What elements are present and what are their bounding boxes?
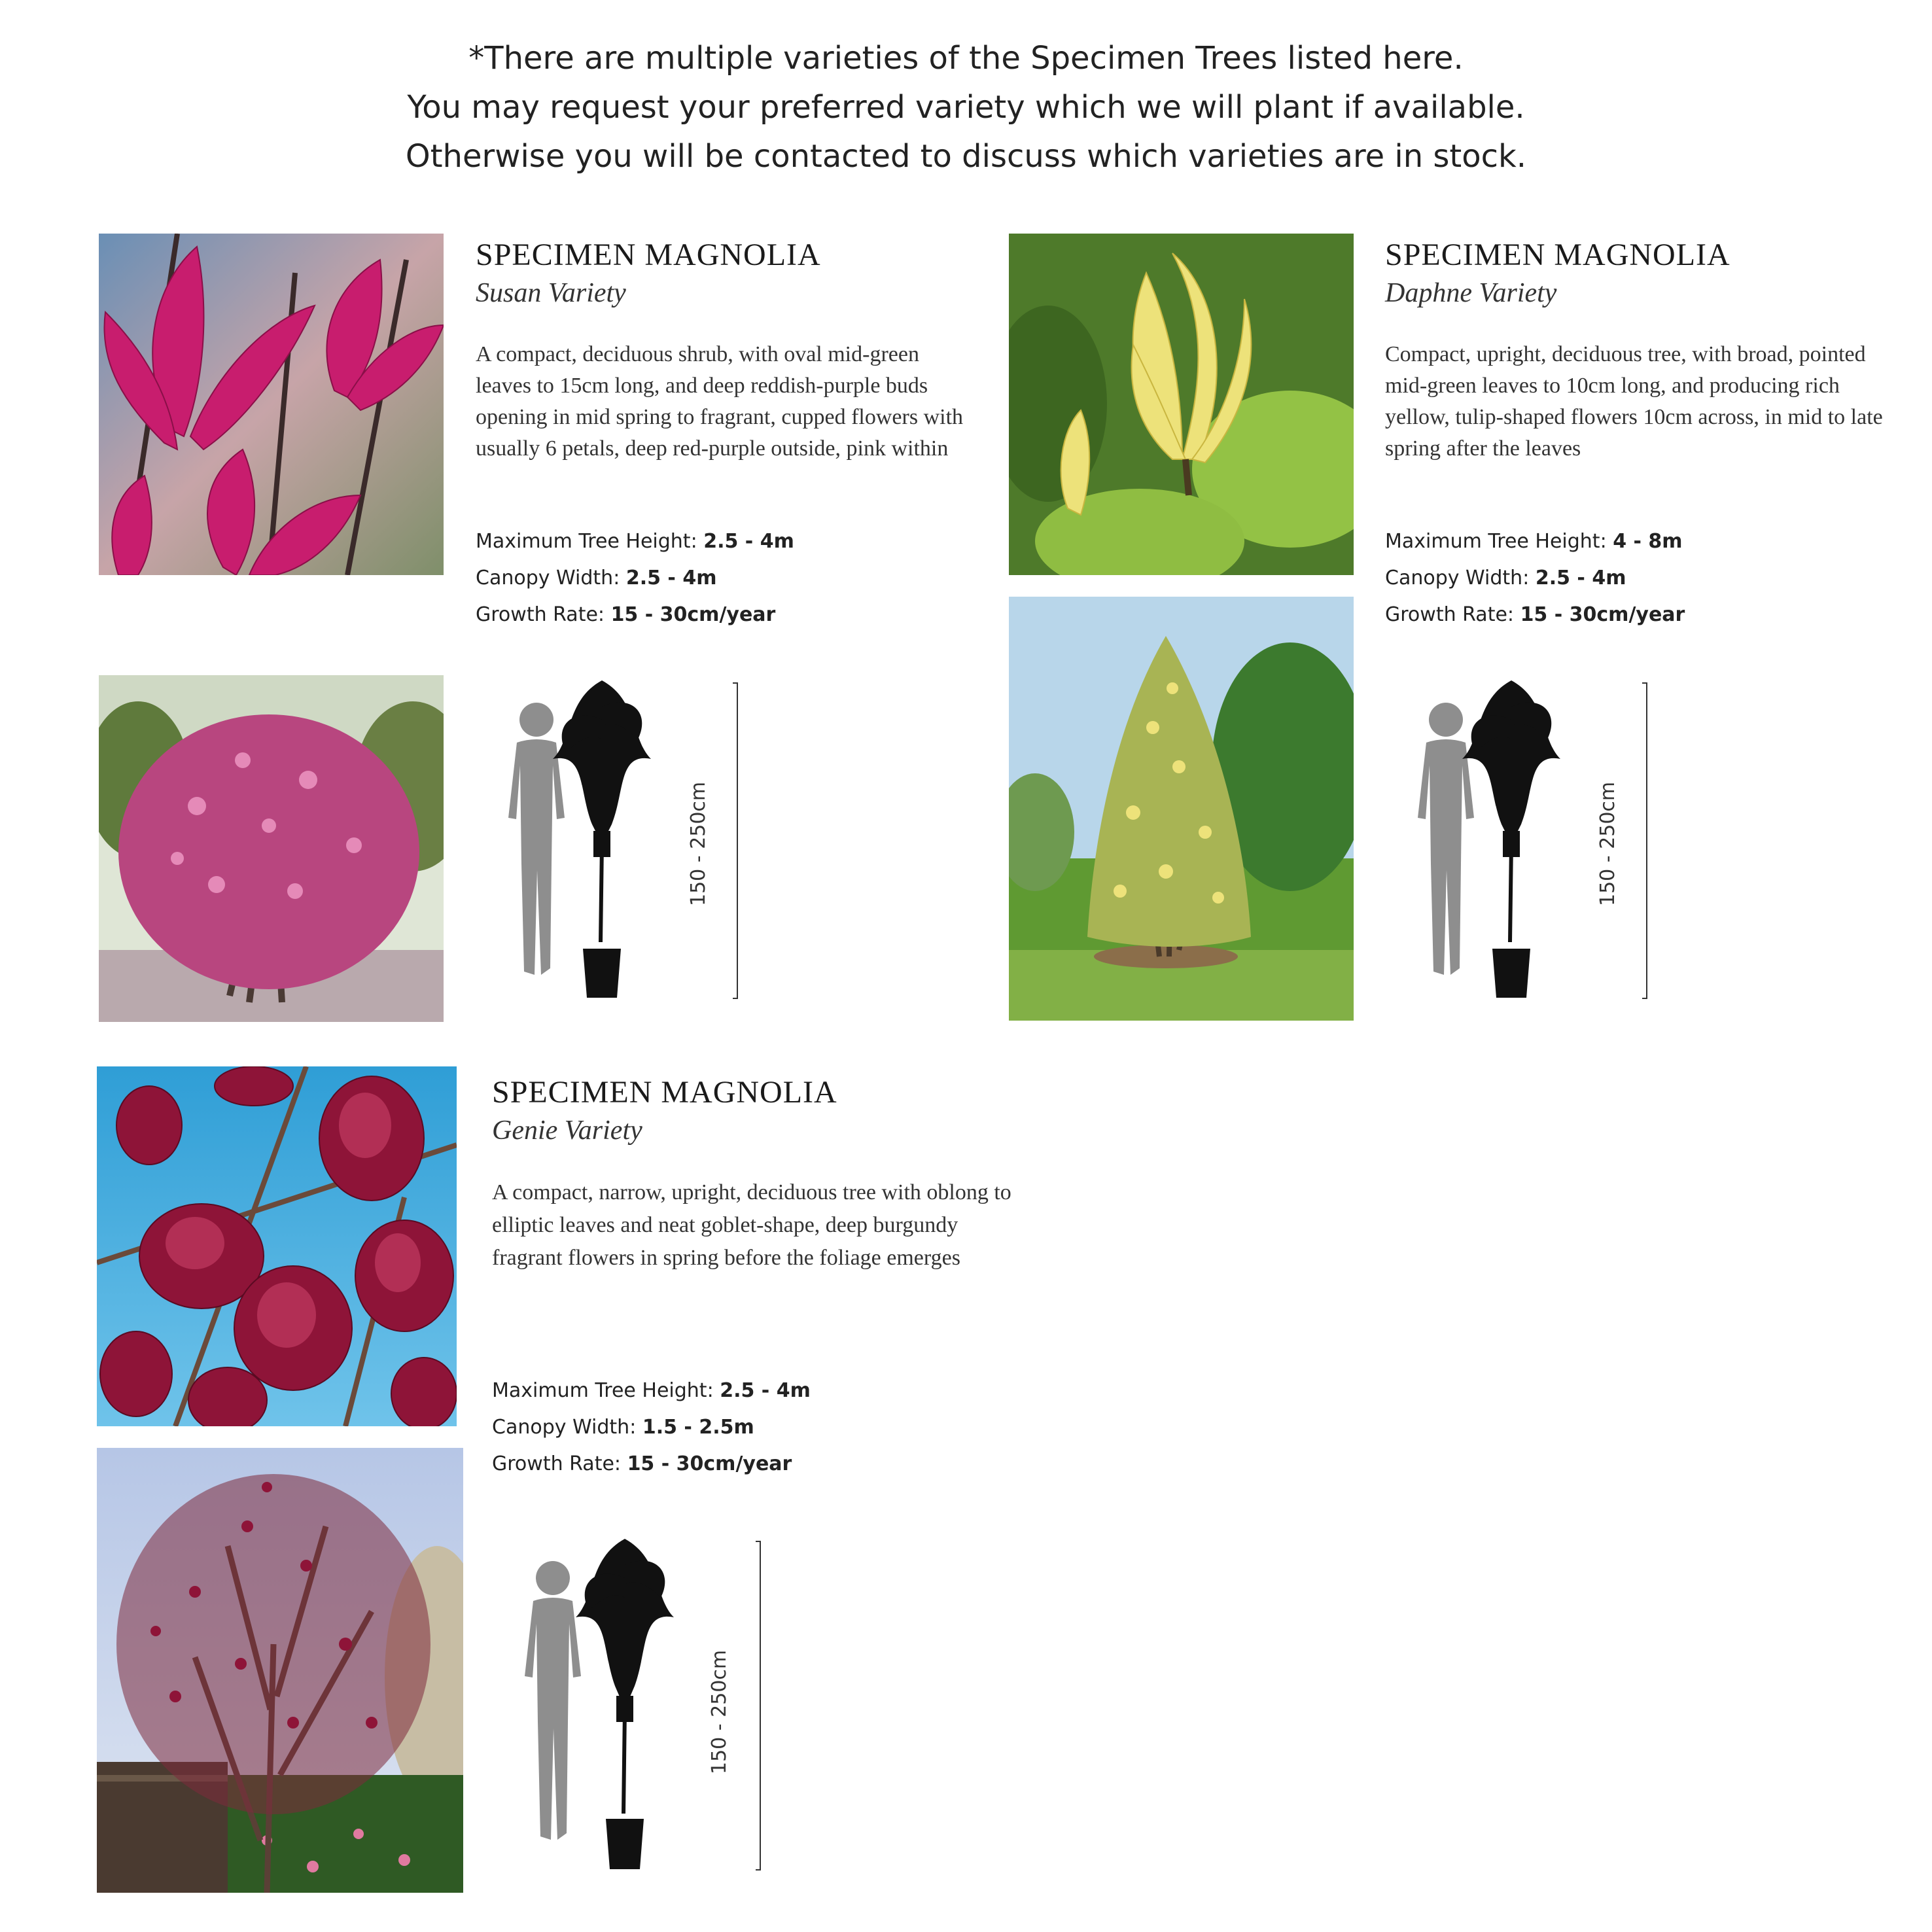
person-silhouette-icon xyxy=(1418,703,1474,975)
spec-label: Maximum Tree Height: xyxy=(1385,530,1613,553)
product-description: Compact, upright, deciduous tree, with broad, pointed mid-green leaves to 10cm long, and producing rich yellow, tulip-shaped flowers 10cm across, in mid to late spring after the leaves xyxy=(1385,342,1883,461)
spec-max-height xyxy=(1385,523,1685,560)
spec-label: Maximum Tree Height: xyxy=(476,530,704,553)
spec-value: 2.5 - 4m xyxy=(703,530,794,553)
product-description: A compact, narrow, upright, deciduous tree with oblong to elliptic leaves and neat goblet-shape, deep burgundy fragrant flowers in spring before the foliage emerges xyxy=(492,1180,1011,1270)
potted-tree-silhouette-icon xyxy=(553,680,651,998)
scale-bar xyxy=(756,1541,760,1870)
spec-max-height xyxy=(476,523,794,560)
product-title: SPECIMEN MAGNOLIA xyxy=(476,237,821,272)
product-variety: Daphne Variety xyxy=(1385,278,1557,308)
product-description: A compact, deciduous shrub, with oval mid-green leaves to 15cm long, and deep reddish-purple buds opening in mid spring to fragrant, cupped flowers with usually 6 petals, deep red-purple outside, pink within xyxy=(476,342,964,461)
potted-tree-silhouette-icon xyxy=(576,1539,674,1869)
availability-notice xyxy=(0,34,1932,181)
spec-value: 4 - 8m xyxy=(1613,530,1683,553)
product-variety: Genie Variety xyxy=(492,1115,642,1146)
daphne-flower-photo xyxy=(1009,234,1354,575)
spec-canopy-width xyxy=(492,1409,811,1446)
scale-bar xyxy=(1642,683,1647,998)
notice-line: *There are multiple varieties of the Specimen Trees listed here. xyxy=(468,40,1464,77)
spec-canopy-width xyxy=(1385,560,1685,597)
spec-value: 15 - 30cm/year xyxy=(627,1452,792,1475)
spec-label: Growth Rate: xyxy=(492,1452,627,1475)
genie-specs xyxy=(492,1373,811,1483)
spec-value: 2.5 - 4m xyxy=(1535,567,1626,589)
genie-flower-photo xyxy=(97,1066,457,1426)
spec-max-height xyxy=(492,1373,811,1409)
susan-details xyxy=(476,237,979,465)
spec-value: 15 - 30cm/year xyxy=(610,603,776,626)
potted-tree-silhouette-icon xyxy=(1462,680,1560,998)
spec-label: Maximum Tree Height: xyxy=(492,1379,720,1402)
notice-line: Otherwise you will be contacted to discuss which varieties are in stock. xyxy=(405,138,1527,175)
spec-label: Canopy Width: xyxy=(476,567,626,589)
spec-canopy-width xyxy=(476,560,794,597)
person-silhouette-icon xyxy=(525,1561,581,1840)
spec-label: Growth Rate: xyxy=(476,603,611,626)
daphne-size-scale xyxy=(1397,680,1659,1001)
daphne-tree-photo xyxy=(1009,597,1354,1021)
product-title: SPECIMEN MAGNOLIA xyxy=(492,1075,837,1110)
spec-label: Canopy Width: xyxy=(1385,567,1536,589)
spec-growth-rate xyxy=(1385,597,1685,633)
daphne-specs xyxy=(1385,523,1685,633)
susan-specs xyxy=(476,523,794,633)
spec-value: 15 - 30cm/year xyxy=(1520,603,1685,626)
product-title: SPECIMEN MAGNOLIA xyxy=(1385,237,1730,272)
susan-flower-photo xyxy=(99,234,444,575)
spec-value: 2.5 - 4m xyxy=(625,567,717,589)
scale-label: 150 - 250cm xyxy=(687,781,710,906)
scale-bar xyxy=(733,683,737,998)
susan-tree-photo xyxy=(99,675,444,1022)
spec-label: Growth Rate: xyxy=(1385,603,1520,626)
scale-label: 150 - 250cm xyxy=(708,1649,731,1774)
spec-label: Canopy Width: xyxy=(492,1416,642,1439)
spec-growth-rate xyxy=(492,1446,811,1483)
daphne-details xyxy=(1385,237,1889,465)
spec-value: 1.5 - 2.5m xyxy=(642,1416,754,1439)
spec-growth-rate xyxy=(476,597,794,633)
product-variety: Susan Variety xyxy=(476,278,626,308)
genie-details xyxy=(492,1074,1015,1274)
person-silhouette-icon xyxy=(508,703,565,975)
susan-size-scale xyxy=(487,680,749,1001)
genie-size-scale xyxy=(504,1539,772,1872)
notice-line: You may request your preferred variety which we will plant if available. xyxy=(407,89,1525,126)
scale-label: 150 - 250cm xyxy=(1596,781,1619,906)
genie-tree-photo xyxy=(97,1448,463,1893)
spec-value: 2.5 - 4m xyxy=(720,1379,811,1402)
